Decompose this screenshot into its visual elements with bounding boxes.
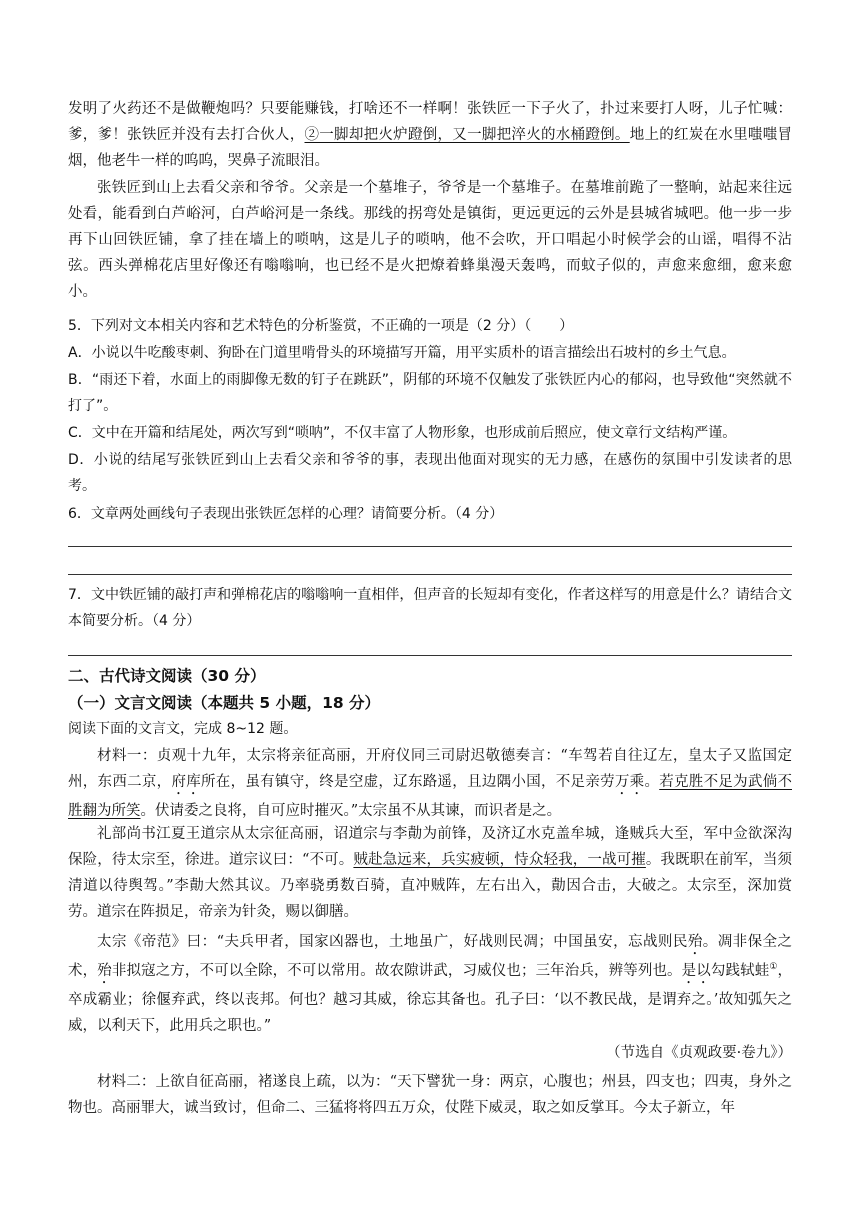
source-citation: （节选自《贞观政要·卷九》） xyxy=(606,1045,792,1061)
material-1-paragraph-2 xyxy=(68,821,792,925)
material-2-paragraph: 材料二：上欲自征高丽，褚遂良上疏，以为：“天下譬犹一身：两京，心腹也；州县，四支也；四夷，身外之物也。高丽罪大，诚当致讨，但命二、三猛将将四五万众，仗陛下威灵，取之如反掌耳。今太子新立，年 xyxy=(68,1074,792,1116)
question-5-option-b: B．“雨还下着，水面上的雨脚像无数的钉子在跳跃”，阴郁的环境不仅触发了张铁匠内心的郁闷，也导致他“突然就不打了”。 xyxy=(68,372,792,414)
question-7-stem: 7．文中铁匠铺的敲打声和弹棉花店的嗡嗡响一直相伴，但声音的长短却有变化，作者这样写的用意是什么？请结合文本简要分析。（4 分） xyxy=(68,587,792,629)
subsection-title: （一）文言文阅读（本题共 5 小题，18 分） xyxy=(68,694,381,712)
text: 。 xyxy=(644,774,660,790)
text: 。伏请委之良将，自可应时摧灭。”太宗虽不从其谏，而识者是之。 xyxy=(140,803,562,819)
underlined-sentence: 贼赴急远来，兵实疲顿，恃众轻我，一战可摧 xyxy=(353,852,646,868)
text: 。凋非保全之术， xyxy=(68,934,793,979)
answer-line xyxy=(68,655,792,656)
dotted-word: 殆 xyxy=(97,963,112,979)
passage-text: 地上的红炭在水里嗤嗤冒烟，他老牛一样的呜呜，哭鼻子流眼泪。 xyxy=(68,127,792,169)
passage-text: 发明了火药还不是做鞭炮吗？只要能赚钱，打啥还不一样啊！张铁匠一下子火了，扑过来要打人呀，儿子忙喊：爹，爹！张铁匠并没有去打合伙人， xyxy=(68,101,792,143)
dotted-word: 府库 xyxy=(171,774,202,790)
question-6-stem: 6．文章两处画线句子表现出张铁匠怎样的心理？请简要分析。（4 分） xyxy=(68,506,504,522)
text: ，卒成霸业；徐偃弃武，终以丧邦。何也？越习其威，徐忘其备也。孔子曰：‘以不教民战，是谓弃之。’故知弧矢之威，以利天下，此用兵之职也。” xyxy=(68,963,793,1034)
text: 太宗《帝范》曰：“夫兵甲者，国家凶器也，土地虽广，好战则民凋；中国虽安，忘战则民 xyxy=(97,934,688,950)
footnote-marker: ① xyxy=(769,962,778,973)
underlined-sentence-2: ②一脚却把火炉蹬倒，又一脚把淬火的水桶蹬倒。 xyxy=(304,127,630,143)
text: 。我既职在前军，当须清道以待舆驾。”李勣大然其议。乃率骁勇数百骑，直冲贼阵，左右出入，勣因合击，大破之。太宗至，深加赏劳。道宗在阵损足，帝亲为针灸，赐以御膳。 xyxy=(68,852,793,920)
question-5-option-a: A．小说以牛吃酸枣刺、狗卧在门道里啃骨头的环境描写开篇，用平实质朴的语言描绘出石坡村的乡土气息。 xyxy=(68,345,736,361)
answer-line xyxy=(68,574,792,575)
underlined-sentence: 若克胜不足为武倘不胜翻为所笑 xyxy=(68,774,792,819)
text: 非拟寇之方，不可以全除，不可以常用。故农隙讲武，习威仪也；三年治兵，辨等列也。 xyxy=(111,963,682,979)
dotted-word: 是以 xyxy=(681,963,711,979)
text: 礼部尚书江夏王道宗从太宗征高丽，诏道宗与李勣为前锋，及济辽水克盖牟城，逢贼兵大至，军中佥欲深沟保险，待太宗至，徐进。道宗议曰：“不可。 xyxy=(68,826,792,868)
section-title: 二、古代诗文阅读（30 分） xyxy=(68,667,266,685)
text: 勾践轼蛙 xyxy=(710,963,770,979)
question-5-option-d: D．小说的结尾写张铁匠到山上去看父亲和爷爷的事，表现出他面对现实的无力感，在感伤的氛围中引发读者的思考。 xyxy=(68,452,792,494)
text: 所在，虽有镇守，终是空虚，辽东路遥，且边隅小国，不足亲劳 xyxy=(201,774,615,790)
passage-paragraph-1 xyxy=(68,96,792,174)
dotted-word: 殆 xyxy=(687,934,703,950)
instruction: 阅读下面的文言文，完成 8~12 题。 xyxy=(68,721,298,737)
question-5-stem: 5．下列对文本相关内容和艺术特色的分析鉴赏，不正确的一项是（2 分）（ ） xyxy=(68,318,574,334)
answer-line xyxy=(68,546,792,547)
material-1-paragraph-1 xyxy=(68,743,792,824)
dotted-word: 万乘 xyxy=(614,774,645,790)
material-1-paragraph-3 xyxy=(68,929,792,1039)
text: 材料一：贞观十九年，太宗将亲征高丽，开府仪同三司尉迟敬德奏言：“车驾若自往辽左，皇太子又监国定州，东西二京， xyxy=(68,748,792,790)
question-5-option-c: C．文中在开篇和结尾处，两次写到“唢呐”，不仅丰富了人物形象，也形成前后照应，使文章行文结构严谨。 xyxy=(68,425,737,441)
passage-paragraph-2: 张铁匠到山上去看父亲和爷爷。父亲是一个墓堆子，爷爷是一个墓堆子。在墓堆前跪了一整晌，站起来往远处看，能看到白芦峪河，白芦峪河是一条线。那线的拐弯处是镇街，更远更远的云外是县城省城吧。他一步一步再下山回铁匠铺，拿了挂在墙上的唢呐，这是儿子的唢呐，他不会吹，开口唱起小时候学会的山谣，唱得不沾弦。西头弹棉花店里好像还有嗡嗡响，也已经不是火把燎着蜂巢漫天轰鸣，而蚊子似的，声愈来愈细，愈来愈小。 xyxy=(68,180,792,300)
